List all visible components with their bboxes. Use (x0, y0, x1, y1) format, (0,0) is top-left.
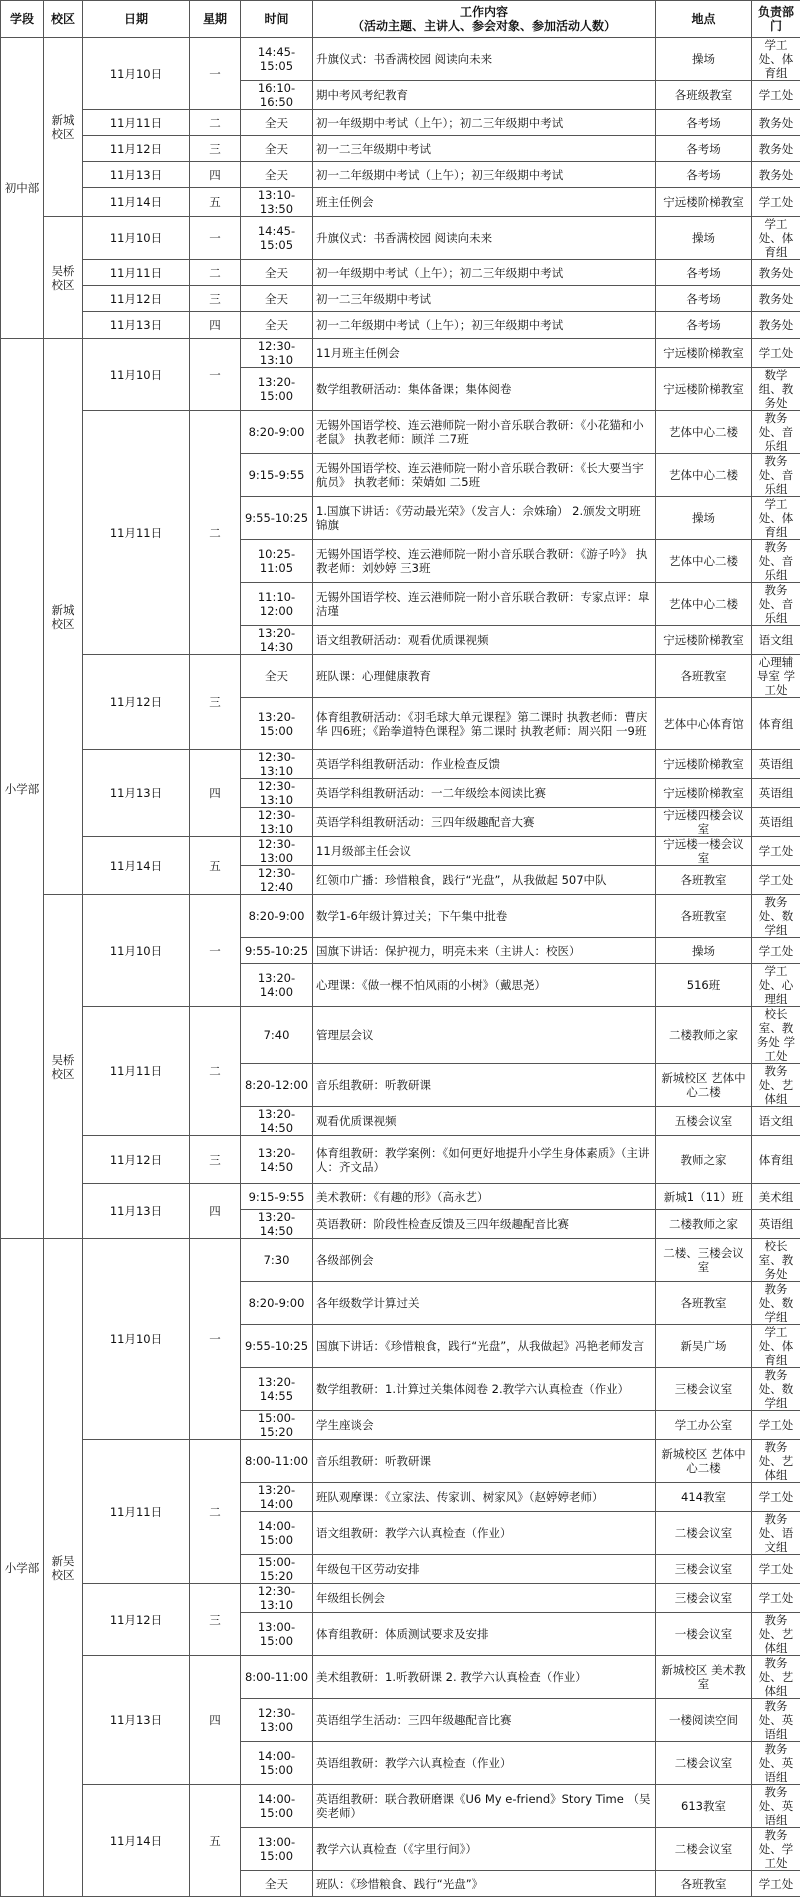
place-cell: 宁远楼阶梯教室 (656, 750, 752, 779)
dept-cell: 教务处、音乐组 (752, 411, 800, 454)
place-cell: 一楼阅读空间 (656, 1699, 752, 1742)
time-cell: 14:45-15:05 (241, 38, 313, 81)
content-cell: 体育组教研：教学案例：《如何更好地提升小学生身体素质》（主讲人：齐文品） (313, 1136, 656, 1184)
dept-cell: 语文组 (752, 1107, 800, 1136)
date-cell: 11月14日 (83, 188, 190, 217)
content-cell: 数学组教研：1.计算过关集体阅卷 2.教学六认真检查（作业） (313, 1368, 656, 1411)
place-cell: 艺体中心体育馆 (656, 698, 752, 750)
table-row (1, 312, 800, 339)
content-cell: 英语教研：阶段性检查反馈及三四年级趣配音比赛 (313, 1210, 656, 1239)
place-cell: 二楼教师之家 (656, 1210, 752, 1239)
place-cell: 三楼会议室 (656, 1555, 752, 1584)
place-cell: 学工办公室 (656, 1411, 752, 1440)
xiaoqu-cell: 新吴校区 (44, 1239, 83, 1897)
dept-cell: 美术组 (752, 1184, 800, 1210)
place-cell: 二楼会议室 (656, 1512, 752, 1555)
dept-cell: 教务处 (752, 110, 800, 136)
content-cell: 各级部例会 (313, 1239, 656, 1282)
date-cell: 11月12日 (83, 136, 190, 162)
content-cell: 数学1-6年级计算过关；下午集中批卷 (313, 895, 656, 938)
content-cell: 初一二年级期中考试（上午）；初三年级期中考试 (313, 162, 656, 188)
content-cell: 心理课：《做一棵不怕风雨的小树》（戴思尧） (313, 964, 656, 1007)
content-cell: 英语学科组教研活动：一二年级绘本阅读比赛 (313, 779, 656, 808)
xueduan-cell: 初中部 (1, 38, 44, 339)
dept-cell: 英语组 (752, 779, 800, 808)
dept-cell: 教务处 (752, 312, 800, 339)
time-cell: 10:25-11:05 (241, 540, 313, 583)
weekday-cell: 二 (190, 1007, 241, 1136)
table-row (1, 1656, 800, 1699)
dept-cell: 数学组、教务处 (752, 368, 800, 411)
date-cell: 11月11日 (83, 260, 190, 286)
weekday-cell: 一 (190, 38, 241, 110)
date-cell: 11月12日 (83, 655, 190, 750)
table-row (1, 260, 800, 286)
weekday-cell: 四 (190, 1656, 241, 1785)
content-cell: 升旗仪式：书香满校园 阅读向未来 (313, 38, 656, 81)
header-place: 地点 (656, 1, 752, 38)
weekday-cell: 一 (190, 1239, 241, 1440)
content-cell: 年级包干区劳动安排 (313, 1555, 656, 1584)
place-cell: 414教室 (656, 1483, 752, 1512)
weekday-cell: 三 (190, 286, 241, 312)
place-cell: 操场 (656, 497, 752, 540)
place-cell: 各班级教室 (656, 81, 752, 110)
content-cell: 英语组教研：教学六认真检查（作业） (313, 1742, 656, 1785)
time-cell: 9:15-9:55 (241, 454, 313, 497)
content-cell: 英语组学生活动：三四年级趣配音比赛 (313, 1699, 656, 1742)
table-row (1, 1239, 800, 1282)
weekday-cell: 一 (190, 217, 241, 260)
date-cell: 11月12日 (83, 1584, 190, 1656)
place-cell: 各班教室 (656, 866, 752, 895)
date-cell: 11月11日 (83, 1440, 190, 1584)
date-cell: 11月10日 (83, 217, 190, 260)
table-row (1, 411, 800, 454)
dept-cell: 教务处、英语组 (752, 1785, 800, 1828)
content-cell: 美术教研：《有趣的形》（高永艺） (313, 1184, 656, 1210)
dept-cell: 学工处 (752, 1411, 800, 1440)
date-cell: 11月14日 (83, 1785, 190, 1897)
content-cell: 美术组教研：1.听教研课 2. 教学六认真检查（作业） (313, 1656, 656, 1699)
dept-cell: 英语组 (752, 1210, 800, 1239)
content-cell: 红领巾广播：珍惜粮食，践行“光盘”，从我做起 507中队 (313, 866, 656, 895)
weekday-cell: 五 (190, 1785, 241, 1897)
xiaoqu-cell: 吴桥校区 (44, 217, 83, 339)
time-cell: 13:20-14:50 (241, 1210, 313, 1239)
header-row (1, 1, 800, 38)
place-cell: 各班教室 (656, 895, 752, 938)
header-dept: 负责部门 (752, 1, 800, 38)
dept-cell: 教务处 (752, 260, 800, 286)
time-cell: 14:00-15:00 (241, 1742, 313, 1785)
content-cell: 班队观摩课：《立家法、传家训、树家风》（赵婷婷老师） (313, 1483, 656, 1512)
time-cell: 全天 (241, 286, 313, 312)
dept-cell: 教务处、语文组 (752, 1512, 800, 1555)
content-cell: 语文组教研：教学六认真检查（作业） (313, 1512, 656, 1555)
header-weekday: 星期 (190, 1, 241, 38)
weekday-cell: 三 (190, 1136, 241, 1184)
time-cell: 全天 (241, 110, 313, 136)
place-cell: 新城校区 艺体中心二楼 (656, 1064, 752, 1107)
place-cell: 艺体中心二楼 (656, 540, 752, 583)
dept-cell: 学工处 (752, 81, 800, 110)
content-cell: 11月级部主任会议 (313, 837, 656, 866)
content-cell: 音乐组教研：听教研课 (313, 1440, 656, 1483)
dept-cell: 学工处 (752, 339, 800, 368)
table-row (1, 162, 800, 188)
place-cell: 教师之家 (656, 1136, 752, 1184)
dept-cell: 教务处、数学组 (752, 1368, 800, 1411)
table-row (1, 750, 800, 779)
dept-cell: 语文组 (752, 626, 800, 655)
time-cell: 15:00-15:20 (241, 1411, 313, 1440)
dept-cell: 教务处、音乐组 (752, 540, 800, 583)
place-cell: 宁远楼阶梯教室 (656, 188, 752, 217)
dept-cell: 学工处、体育组 (752, 1325, 800, 1368)
dept-cell: 学工处 (752, 938, 800, 964)
place-cell: 宁远楼阶梯教室 (656, 626, 752, 655)
place-cell: 各班教室 (656, 1282, 752, 1325)
dept-cell: 教务处 (752, 286, 800, 312)
table-row (1, 1136, 800, 1184)
date-cell: 11月12日 (83, 1136, 190, 1184)
dept-cell: 学工处、心理组 (752, 964, 800, 1007)
header-xueduan: 学段 (1, 1, 44, 38)
time-cell: 12:30-13:00 (241, 1699, 313, 1742)
content-cell: 初一二三年级期中考试 (313, 286, 656, 312)
time-cell: 13:20-15:00 (241, 698, 313, 750)
table-row (1, 837, 800, 866)
place-cell: 各考场 (656, 312, 752, 339)
date-cell: 11月10日 (83, 1239, 190, 1440)
place-cell: 宁远楼四楼会议室 (656, 808, 752, 837)
time-cell: 13:20-14:50 (241, 1136, 313, 1184)
dept-cell: 教务处、英语组 (752, 1742, 800, 1785)
table-row (1, 895, 800, 938)
content-cell: 英语组教研：联合教研磨课《U6 My e-friend》Story Time （吴奕老师） (313, 1785, 656, 1828)
weekday-cell: 二 (190, 411, 241, 655)
time-cell: 8:20-9:00 (241, 895, 313, 938)
content-cell: 各年级数学计算过关 (313, 1282, 656, 1325)
date-cell: 11月11日 (83, 110, 190, 136)
content-cell: 数学组教研活动：集体备课；集体阅卷 (313, 368, 656, 411)
time-cell: 14:45-15:05 (241, 217, 313, 260)
time-cell: 8:00-11:00 (241, 1656, 313, 1699)
content-cell: 体育组教研活动：《羽毛球大单元课程》第二课时 执教老师：曹庆华 四6班；《跆拳道特色课程》第二课时 执教老师：周兴阳 一9班 (313, 698, 656, 750)
weekday-cell: 三 (190, 1584, 241, 1656)
time-cell: 8:20-9:00 (241, 1282, 313, 1325)
content-cell: 班队：《珍惜粮食、践行“光盘”》 (313, 1871, 656, 1897)
time-cell: 12:30-12:40 (241, 866, 313, 895)
content-cell: 无锡外国语学校、连云港师院一附小音乐联合教研：《游子吟》 执教老师：刘妙婷 三3班 (313, 540, 656, 583)
content-cell: 初一二三年级期中考试 (313, 136, 656, 162)
dept-cell: 学工处 (752, 1584, 800, 1613)
weekday-cell: 四 (190, 1184, 241, 1239)
content-cell: 班主任例会 (313, 188, 656, 217)
time-cell: 9:15-9:55 (241, 1184, 313, 1210)
dept-cell: 教务处、英语组 (752, 1699, 800, 1742)
content-cell: 初一年级期中考试（上午）；初二三年级期中考试 (313, 260, 656, 286)
table-row (1, 339, 800, 368)
weekday-cell: 四 (190, 312, 241, 339)
dept-cell: 教务处、艺体组 (752, 1656, 800, 1699)
dept-cell: 学工处、体育组 (752, 497, 800, 540)
dept-cell: 英语组 (752, 808, 800, 837)
schedule-body (1, 38, 800, 1897)
dept-cell: 教务处、艺体组 (752, 1064, 800, 1107)
dept-cell: 教务处 (752, 162, 800, 188)
place-cell: 新城1（11）班 (656, 1184, 752, 1210)
time-cell: 全天 (241, 655, 313, 698)
header-content-subtitle: （活动主题、主讲人、参会对象、参加活动人数） (316, 19, 652, 33)
place-cell: 三楼会议室 (656, 1368, 752, 1411)
weekday-cell: 二 (190, 110, 241, 136)
table-row (1, 1440, 800, 1483)
place-cell: 操场 (656, 938, 752, 964)
place-cell: 各考场 (656, 110, 752, 136)
weekday-cell: 三 (190, 136, 241, 162)
content-cell: 1.国旗下讲话：《劳动最光荣》（发言人：佘姝瑜） 2.颁发文明班锦旗 (313, 497, 656, 540)
xiaoqu-cell: 新城校区 (44, 38, 83, 217)
table-row (1, 188, 800, 217)
table-row (1, 1785, 800, 1828)
place-cell: 宁远楼阶梯教室 (656, 368, 752, 411)
time-cell: 13:00-15:00 (241, 1828, 313, 1871)
time-cell: 12:30-13:10 (241, 1584, 313, 1613)
place-cell: 新吴广场 (656, 1325, 752, 1368)
time-cell: 全天 (241, 260, 313, 286)
time-cell: 9:55-10:25 (241, 1325, 313, 1368)
dept-cell: 教务处、学工处 (752, 1828, 800, 1871)
place-cell: 各考场 (656, 162, 752, 188)
dept-cell: 英语组 (752, 750, 800, 779)
place-cell: 艺体中心二楼 (656, 411, 752, 454)
content-cell: 教学六认真检查（《字里行间》） (313, 1828, 656, 1871)
dept-cell: 教务处、音乐组 (752, 583, 800, 626)
place-cell: 新城校区 美术教室 (656, 1656, 752, 1699)
table-row (1, 655, 800, 698)
time-cell: 8:00-11:00 (241, 1440, 313, 1483)
xueduan-cell: 小学部 (1, 339, 44, 1239)
dept-cell: 学工处 (752, 837, 800, 866)
time-cell: 8:20-9:00 (241, 411, 313, 454)
dept-cell: 体育组 (752, 698, 800, 750)
date-cell: 11月11日 (83, 411, 190, 655)
table-row (1, 1007, 800, 1064)
place-cell: 宁远楼阶梯教室 (656, 779, 752, 808)
date-cell: 11月11日 (83, 1007, 190, 1136)
content-cell: 11月班主任例会 (313, 339, 656, 368)
content-cell: 期中考风考纪教育 (313, 81, 656, 110)
place-cell: 二楼教师之家 (656, 1007, 752, 1064)
table-row (1, 136, 800, 162)
weekday-cell: 二 (190, 1440, 241, 1584)
time-cell: 13:20-14:55 (241, 1368, 313, 1411)
time-cell: 13:20-14:30 (241, 626, 313, 655)
weekday-cell: 四 (190, 162, 241, 188)
date-cell: 11月13日 (83, 162, 190, 188)
place-cell: 艺体中心二楼 (656, 454, 752, 497)
time-cell: 全天 (241, 136, 313, 162)
date-cell: 11月13日 (83, 750, 190, 837)
place-cell: 宁远楼一楼会议室 (656, 837, 752, 866)
time-cell: 13:20-14:00 (241, 964, 313, 1007)
place-cell: 各班教室 (656, 655, 752, 698)
content-cell: 无锡外国语学校、连云港师院一附小音乐联合教研：《长大要当宇航员》 执教老师：荣婧如 二5班 (313, 454, 656, 497)
content-cell: 初一年级期中考试（上午）；初二三年级期中考试 (313, 110, 656, 136)
dept-cell: 体育组 (752, 1136, 800, 1184)
date-cell: 11月10日 (83, 339, 190, 411)
time-cell: 13:20-14:00 (241, 1483, 313, 1512)
dept-cell: 心理辅导室 学工处 (752, 655, 800, 698)
dept-cell: 学工处 (752, 188, 800, 217)
time-cell: 12:30-13:10 (241, 808, 313, 837)
weekday-cell: 一 (190, 895, 241, 1007)
time-cell: 8:20-12:00 (241, 1064, 313, 1107)
dept-cell: 学工处 (752, 1555, 800, 1584)
time-cell: 14:00-15:00 (241, 1512, 313, 1555)
content-cell: 音乐组教研：听教研课 (313, 1064, 656, 1107)
weekday-cell: 一 (190, 339, 241, 411)
time-cell: 13:20-14:50 (241, 1107, 313, 1136)
place-cell: 艺体中心二楼 (656, 583, 752, 626)
place-cell: 新城校区 艺体中心二楼 (656, 1440, 752, 1483)
content-cell: 升旗仪式：书香满校园 阅读向未来 (313, 217, 656, 260)
place-cell: 二楼会议室 (656, 1828, 752, 1871)
header-content (313, 1, 656, 38)
header-date: 日期 (83, 1, 190, 38)
date-cell: 11月14日 (83, 837, 190, 895)
xueduan-cell: 小学部 (1, 1239, 44, 1897)
time-cell: 7:40 (241, 1007, 313, 1064)
time-cell: 11:10-12:00 (241, 583, 313, 626)
table-row (1, 1584, 800, 1613)
table-row (1, 217, 800, 260)
time-cell: 16:10-16:50 (241, 81, 313, 110)
content-cell: 英语学科组教研活动：作业检查反馈 (313, 750, 656, 779)
place-cell: 三楼会议室 (656, 1584, 752, 1613)
time-cell: 7:30 (241, 1239, 313, 1282)
place-cell: 各考场 (656, 286, 752, 312)
content-cell: 管理层会议 (313, 1007, 656, 1064)
place-cell: 516班 (656, 964, 752, 1007)
place-cell: 五楼会议室 (656, 1107, 752, 1136)
place-cell: 宁远楼阶梯教室 (656, 339, 752, 368)
dept-cell: 学工处 (752, 1871, 800, 1897)
table-row (1, 38, 800, 81)
content-cell: 语文组教研活动：观看优质课视频 (313, 626, 656, 655)
table-row (1, 110, 800, 136)
content-cell: 国旗下讲话：《珍惜粮食，践行“光盘”，从我做起》冯艳老师发言 (313, 1325, 656, 1368)
content-cell: 初一二年级期中考试（上午）；初三年级期中考试 (313, 312, 656, 339)
date-cell: 11月12日 (83, 286, 190, 312)
date-cell: 11月13日 (83, 312, 190, 339)
date-cell: 11月10日 (83, 38, 190, 110)
time-cell: 9:55-10:25 (241, 938, 313, 964)
dept-cell: 教务处、数学组 (752, 895, 800, 938)
place-cell: 操场 (656, 217, 752, 260)
time-cell: 13:00-15:00 (241, 1613, 313, 1656)
place-cell: 一楼会议室 (656, 1613, 752, 1656)
dept-cell: 教务处、艺体组 (752, 1440, 800, 1483)
dept-cell: 学工处、体育组 (752, 38, 800, 81)
place-cell: 各考场 (656, 136, 752, 162)
place-cell: 各班教室 (656, 1871, 752, 1897)
weekday-cell: 三 (190, 655, 241, 750)
dept-cell: 教务处、艺体组 (752, 1613, 800, 1656)
table-row (1, 1184, 800, 1210)
header-content-title: 工作内容 (316, 5, 652, 19)
time-cell: 12:30-13:10 (241, 339, 313, 368)
time-cell: 全天 (241, 162, 313, 188)
weekday-cell: 四 (190, 750, 241, 837)
content-cell: 年级组长例会 (313, 1584, 656, 1613)
place-cell: 二楼会议室 (656, 1742, 752, 1785)
place-cell: 二楼、三楼会议室 (656, 1239, 752, 1282)
content-cell: 国旗下讲话：保护视力，明亮未来（主讲人：校医） (313, 938, 656, 964)
dept-cell: 教务处、数学组 (752, 1282, 800, 1325)
dept-cell: 校长室、教务处 学工处 (752, 1007, 800, 1064)
time-cell: 13:20-15:00 (241, 368, 313, 411)
dept-cell: 学工处 (752, 866, 800, 895)
content-cell: 无锡外国语学校、连云港师院一附小音乐联合教研：《小花猫和小老鼠》 执教老师：顾洋 二7班 (313, 411, 656, 454)
xiaoqu-cell: 新城校区 (44, 339, 83, 895)
place-cell: 操场 (656, 38, 752, 81)
time-cell: 全天 (241, 312, 313, 339)
date-cell: 11月13日 (83, 1656, 190, 1785)
time-cell: 12:30-13:00 (241, 837, 313, 866)
time-cell: 9:55-10:25 (241, 497, 313, 540)
content-cell: 体育组教研：体质测试要求及安排 (313, 1613, 656, 1656)
time-cell: 15:00-15:20 (241, 1555, 313, 1584)
place-cell: 613教室 (656, 1785, 752, 1828)
dept-cell: 学工处、体育组 (752, 217, 800, 260)
weekday-cell: 二 (190, 260, 241, 286)
time-cell: 13:10-13:50 (241, 188, 313, 217)
xiaoqu-cell: 吴桥校区 (44, 895, 83, 1239)
content-cell: 英语学科组教研活动：三四年级趣配音大赛 (313, 808, 656, 837)
dept-cell: 教务处、音乐组 (752, 454, 800, 497)
place-cell: 各考场 (656, 260, 752, 286)
content-cell: 观看优质课视频 (313, 1107, 656, 1136)
content-cell: 无锡外国语学校、连云港师院一附小音乐联合教研：专家点评：皐洁瑾 (313, 583, 656, 626)
time-cell: 全天 (241, 1871, 313, 1897)
time-cell: 12:30-13:10 (241, 779, 313, 808)
table-row (1, 286, 800, 312)
weekday-cell: 五 (190, 837, 241, 895)
time-cell: 12:30-13:10 (241, 750, 313, 779)
dept-cell: 校长室、教务处 (752, 1239, 800, 1282)
time-cell: 14:00-15:00 (241, 1785, 313, 1828)
weekday-cell: 五 (190, 188, 241, 217)
header-time: 时间 (241, 1, 313, 38)
header-xiaoqu: 校区 (44, 1, 83, 38)
date-cell: 11月13日 (83, 1184, 190, 1239)
dept-cell: 教务处 (752, 136, 800, 162)
date-cell: 11月10日 (83, 895, 190, 1007)
content-cell: 班队课：心理健康教育 (313, 655, 656, 698)
dept-cell: 学工处 (752, 1483, 800, 1512)
content-cell: 学生座谈会 (313, 1411, 656, 1440)
